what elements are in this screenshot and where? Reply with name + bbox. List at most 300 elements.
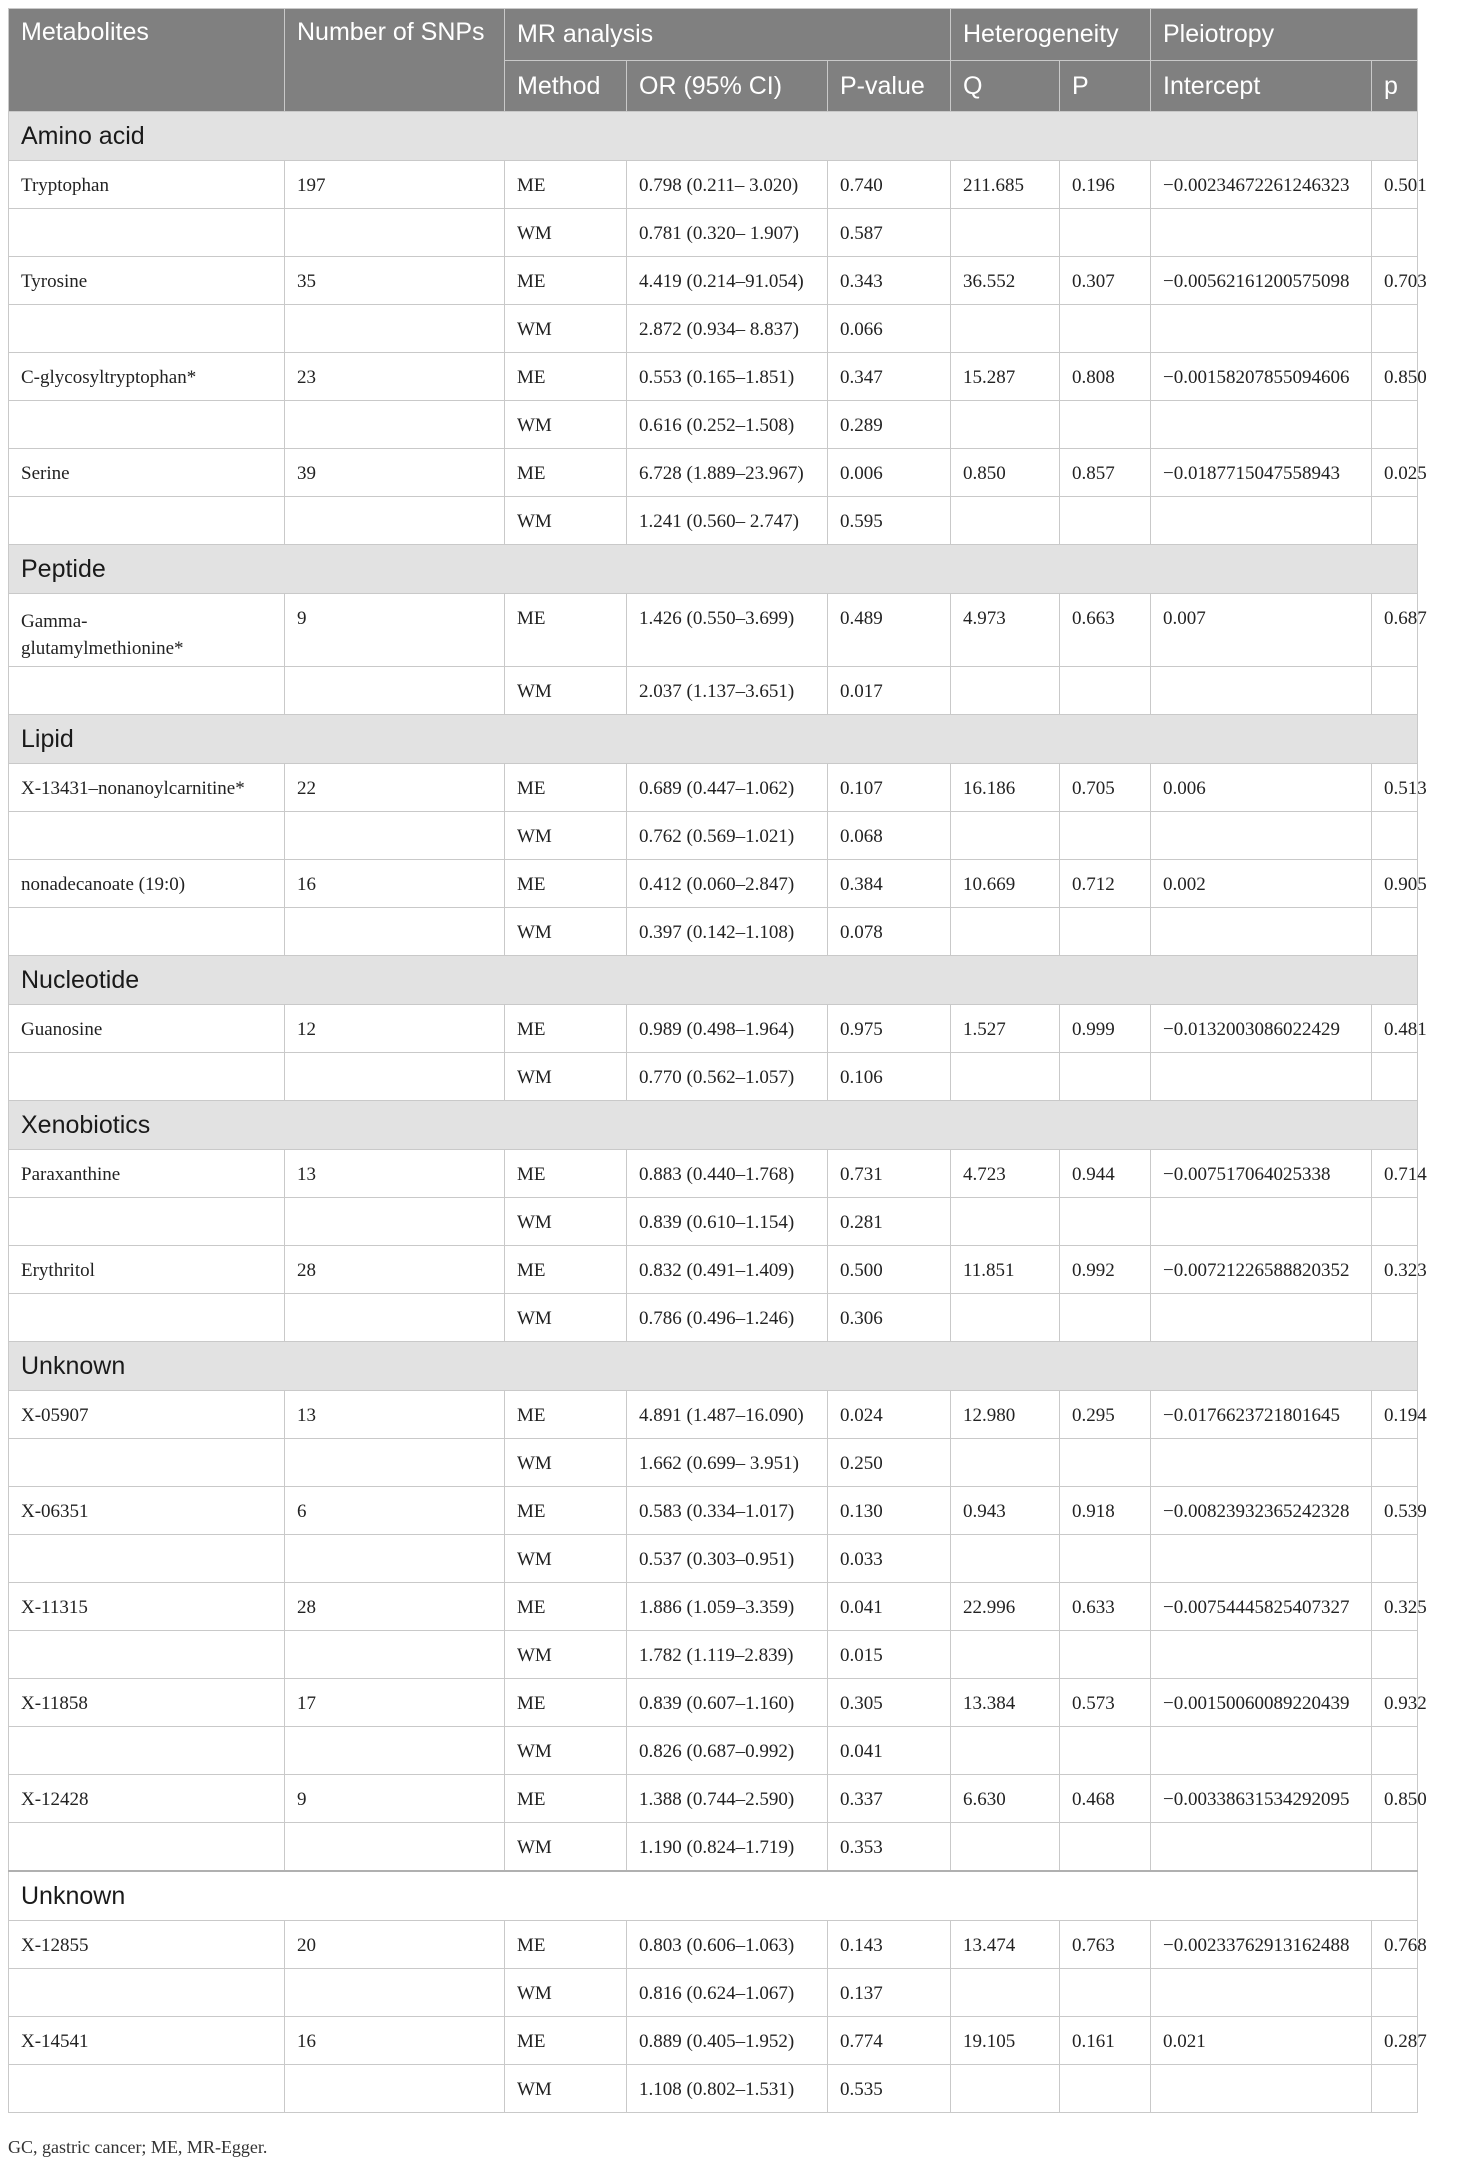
heterogeneity-q: 13.474: [951, 1921, 1060, 1969]
empty-cell: [951, 1053, 1060, 1101]
table-row: [9, 764, 1418, 812]
empty-cell: [1060, 305, 1151, 353]
method: ME: [505, 1775, 627, 1823]
method: WM: [505, 1535, 627, 1583]
heterogeneity-q: 16.186: [951, 764, 1060, 812]
empty-cell: [9, 1439, 285, 1487]
empty-cell: [1372, 1294, 1418, 1342]
method: WM: [505, 1969, 627, 2017]
snp-count: 13: [285, 1391, 505, 1439]
method: WM: [505, 1727, 627, 1775]
empty-cell: [951, 305, 1060, 353]
odds-ratio-ci: 0.798 (0.211– 3.020): [627, 161, 828, 209]
metabolite-name: X-11858: [9, 1679, 285, 1727]
empty-cell: [1060, 812, 1151, 860]
table-row: [9, 1631, 1418, 1679]
table-row: [9, 1391, 1418, 1439]
empty-cell: [285, 1727, 505, 1775]
empty-cell: [1060, 2065, 1151, 2113]
metabolite-name: X-12428: [9, 1775, 285, 1823]
heterogeneity-p: 0.161: [1060, 2017, 1151, 2065]
odds-ratio-ci: 1.241 (0.560– 2.747): [627, 497, 828, 545]
odds-ratio-ci: 0.889 (0.405–1.952): [627, 2017, 828, 2065]
p-value: 0.353: [828, 1823, 951, 1872]
table-row: [9, 1823, 1418, 1872]
heterogeneity-p: 0.705: [1060, 764, 1151, 812]
odds-ratio-ci: 0.781 (0.320– 1.907): [627, 209, 828, 257]
pleiotropy-p: 0.714: [1372, 1150, 1418, 1198]
pleiotropy-p: 0.850: [1372, 353, 1418, 401]
empty-cell: [9, 305, 285, 353]
odds-ratio-ci: 2.872 (0.934– 8.837): [627, 305, 828, 353]
p-value: 0.066: [828, 305, 951, 353]
category-row: [9, 956, 1418, 1005]
method: ME: [505, 1150, 627, 1198]
heterogeneity-p: 0.918: [1060, 1487, 1151, 1535]
p-value: 0.250: [828, 1439, 951, 1487]
p-value: 0.078: [828, 908, 951, 956]
snp-count: 35: [285, 257, 505, 305]
table-row: [9, 1294, 1418, 1342]
empty-cell: [1151, 1053, 1372, 1101]
empty-cell: [1151, 667, 1372, 715]
empty-cell: [1060, 401, 1151, 449]
p-value: 0.041: [828, 1727, 951, 1775]
heterogeneity-p: 0.663: [1060, 594, 1151, 667]
empty-cell: [1372, 305, 1418, 353]
method: ME: [505, 161, 627, 209]
p-value: 0.306: [828, 1294, 951, 1342]
col-header-num-snps: Number of SNPs: [285, 9, 505, 112]
odds-ratio-ci: 4.891 (1.487–16.090): [627, 1391, 828, 1439]
p-value: 0.305: [828, 1679, 951, 1727]
pleiotropy-intercept: −0.00823932365242328: [1151, 1487, 1372, 1535]
pleiotropy-p: 0.025: [1372, 449, 1418, 497]
empty-cell: [1151, 1439, 1372, 1487]
empty-cell: [1372, 1439, 1418, 1487]
pleiotropy-intercept: −0.00754445825407327: [1151, 1583, 1372, 1631]
empty-cell: [951, 1727, 1060, 1775]
empty-cell: [1372, 1198, 1418, 1246]
pleiotropy-intercept: −0.007517064025338: [1151, 1150, 1372, 1198]
empty-cell: [285, 1535, 505, 1583]
p-value: 0.130: [828, 1487, 951, 1535]
metabolite-name-line-1: Gamma-: [21, 611, 88, 632]
p-value: 0.587: [828, 209, 951, 257]
empty-cell: [1151, 1631, 1372, 1679]
pleiotropy-intercept: −0.00158207855094606: [1151, 353, 1372, 401]
heterogeneity-q: 0.850: [951, 449, 1060, 497]
empty-cell: [1151, 401, 1372, 449]
empty-cell: [1060, 1535, 1151, 1583]
p-value: 0.489: [828, 594, 951, 667]
empty-cell: [1151, 2065, 1372, 2113]
empty-cell: [951, 1969, 1060, 2017]
table-row: [9, 1198, 1418, 1246]
pleiotropy-intercept: 0.021: [1151, 2017, 1372, 2065]
heterogeneity-q: 4.973: [951, 594, 1060, 667]
snp-count: 28: [285, 1246, 505, 1294]
empty-cell: [951, 667, 1060, 715]
snp-count: 28: [285, 1583, 505, 1631]
odds-ratio-ci: 0.770 (0.562–1.057): [627, 1053, 828, 1101]
empty-cell: [9, 497, 285, 545]
empty-cell: [1372, 1823, 1418, 1872]
odds-ratio-ci: 0.816 (0.624–1.067): [627, 1969, 828, 2017]
empty-cell: [1372, 812, 1418, 860]
p-value: 0.106: [828, 1053, 951, 1101]
empty-cell: [285, 2065, 505, 2113]
metabolite-name: X-06351: [9, 1487, 285, 1535]
pleiotropy-intercept: −0.00562161200575098: [1151, 257, 1372, 305]
odds-ratio-ci: 2.037 (1.137–3.651): [627, 667, 828, 715]
empty-cell: [951, 401, 1060, 449]
metabolite-name: Erythritol: [9, 1246, 285, 1294]
table-row: [9, 305, 1418, 353]
snp-count: 12: [285, 1005, 505, 1053]
table-row: [9, 1150, 1418, 1198]
snp-count: 16: [285, 860, 505, 908]
p-value: 0.033: [828, 1535, 951, 1583]
method: WM: [505, 1053, 627, 1101]
method: WM: [505, 1631, 627, 1679]
table-row: [9, 1005, 1418, 1053]
method: WM: [505, 1198, 627, 1246]
pleiotropy-intercept: −0.00338631534292095: [1151, 1775, 1372, 1823]
empty-cell: [9, 209, 285, 257]
category-row: [9, 1871, 1418, 1921]
empty-cell: [9, 1294, 285, 1342]
p-value: 0.774: [828, 2017, 951, 2065]
pleiotropy-intercept: 0.007: [1151, 594, 1372, 667]
heterogeneity-p: 0.468: [1060, 1775, 1151, 1823]
odds-ratio-ci: 1.388 (0.744–2.590): [627, 1775, 828, 1823]
empty-cell: [1060, 667, 1151, 715]
table-row: [9, 2017, 1418, 2065]
metabolite-name: Tryptophan: [9, 161, 285, 209]
category-label: Nucleotide: [9, 956, 1418, 1005]
p-value: 0.006: [828, 449, 951, 497]
method: ME: [505, 1487, 627, 1535]
empty-cell: [1372, 908, 1418, 956]
method: ME: [505, 1921, 627, 1969]
pleiotropy-p: 0.768: [1372, 1921, 1418, 1969]
empty-cell: [285, 497, 505, 545]
empty-cell: [9, 1823, 285, 1872]
table-row: [9, 257, 1418, 305]
empty-cell: [1060, 1053, 1151, 1101]
heterogeneity-p: 0.944: [1060, 1150, 1151, 1198]
empty-cell: [285, 305, 505, 353]
pleiotropy-intercept: −0.00721226588820352: [1151, 1246, 1372, 1294]
empty-cell: [285, 908, 505, 956]
p-value: 0.015: [828, 1631, 951, 1679]
table-row: [9, 1535, 1418, 1583]
empty-cell: [285, 1294, 505, 1342]
pleiotropy-p: 0.513: [1372, 764, 1418, 812]
category-row: [9, 112, 1418, 161]
snp-count: 17: [285, 1679, 505, 1727]
method: WM: [505, 1823, 627, 1872]
method: ME: [505, 1005, 627, 1053]
table-row: [9, 209, 1418, 257]
odds-ratio-ci: 0.989 (0.498–1.964): [627, 1005, 828, 1053]
heterogeneity-p: 0.295: [1060, 1391, 1151, 1439]
heterogeneity-p: 0.857: [1060, 449, 1151, 497]
pleiotropy-p: 0.687: [1372, 594, 1418, 667]
empty-cell: [9, 667, 285, 715]
snp-count: 197: [285, 161, 505, 209]
empty-cell: [951, 1198, 1060, 1246]
pleiotropy-intercept: −0.0132003086022429: [1151, 1005, 1372, 1053]
col-header-metabolites: Metabolites: [9, 9, 285, 112]
category-row: [9, 545, 1418, 594]
table-row: [9, 1583, 1418, 1631]
empty-cell: [9, 1535, 285, 1583]
p-value: 0.017: [828, 667, 951, 715]
col-header-heterogeneity: Heterogeneity: [951, 9, 1151, 61]
heterogeneity-q: 10.669: [951, 860, 1060, 908]
table-footnote: GC, gastric cancer; ME, MR-Egger.: [8, 2137, 268, 2157]
method: WM: [505, 1439, 627, 1487]
p-value: 0.281: [828, 1198, 951, 1246]
pleiotropy-intercept: −0.0176623721801645: [1151, 1391, 1372, 1439]
snp-count: 23: [285, 353, 505, 401]
empty-cell: [9, 1198, 285, 1246]
odds-ratio-ci: 0.412 (0.060–2.847): [627, 860, 828, 908]
table-row: [9, 667, 1418, 715]
method: ME: [505, 1583, 627, 1631]
p-value: 0.384: [828, 860, 951, 908]
odds-ratio-ci: 0.803 (0.606–1.063): [627, 1921, 828, 1969]
table-row: [9, 1679, 1418, 1727]
col-header-pleiotropy: Pleiotropy: [1151, 9, 1418, 61]
p-value: 0.535: [828, 2065, 951, 2113]
method: WM: [505, 908, 627, 956]
table-row: [9, 1775, 1418, 1823]
empty-cell: [1372, 1631, 1418, 1679]
odds-ratio-ci: 4.419 (0.214–91.054): [627, 257, 828, 305]
table-row: [9, 497, 1418, 545]
empty-cell: [1060, 1727, 1151, 1775]
method: ME: [505, 1246, 627, 1294]
pleiotropy-p: 0.539: [1372, 1487, 1418, 1535]
empty-cell: [1372, 1727, 1418, 1775]
heterogeneity-q: 36.552: [951, 257, 1060, 305]
empty-cell: [1151, 1969, 1372, 2017]
metabolite-name: nonadecanoate (19:0): [9, 860, 285, 908]
pleiotropy-p: 0.501: [1372, 161, 1418, 209]
empty-cell: [951, 1439, 1060, 1487]
method: ME: [505, 2017, 627, 2065]
p-value: 0.500: [828, 1246, 951, 1294]
p-value: 0.975: [828, 1005, 951, 1053]
heterogeneity-p: 0.573: [1060, 1679, 1151, 1727]
metabolite-name: Serine: [9, 449, 285, 497]
empty-cell: [1151, 497, 1372, 545]
empty-cell: [285, 1198, 505, 1246]
empty-cell: [1060, 1198, 1151, 1246]
empty-cell: [1151, 1535, 1372, 1583]
p-value: 0.731: [828, 1150, 951, 1198]
table-row: [9, 860, 1418, 908]
heterogeneity-p: 0.999: [1060, 1005, 1151, 1053]
method: ME: [505, 1391, 627, 1439]
category-label: Xenobiotics: [9, 1101, 1418, 1150]
empty-cell: [951, 209, 1060, 257]
odds-ratio-ci: 0.883 (0.440–1.768): [627, 1150, 828, 1198]
empty-cell: [1060, 209, 1151, 257]
pleiotropy-p: 0.325: [1372, 1583, 1418, 1631]
empty-cell: [1060, 1631, 1151, 1679]
pleiotropy-p: 0.850: [1372, 1775, 1418, 1823]
method: ME: [505, 860, 627, 908]
method: WM: [505, 1294, 627, 1342]
metabolite-name: [9, 594, 285, 667]
empty-cell: [1372, 2065, 1418, 2113]
table-row: [9, 1727, 1418, 1775]
empty-cell: [1372, 1969, 1418, 2017]
snp-count: 9: [285, 1775, 505, 1823]
empty-cell: [951, 497, 1060, 545]
heterogeneity-q: 15.287: [951, 353, 1060, 401]
metabolite-name: C-glycosyltryptophan*: [9, 353, 285, 401]
table-row: [9, 1439, 1418, 1487]
odds-ratio-ci: 0.786 (0.496–1.246): [627, 1294, 828, 1342]
header-row-1: [9, 9, 1418, 61]
col-header-method: Method: [505, 61, 627, 112]
method: WM: [505, 667, 627, 715]
snp-count: 22: [285, 764, 505, 812]
empty-cell: [1372, 1053, 1418, 1101]
heterogeneity-q: 11.851: [951, 1246, 1060, 1294]
col-header-or-ci: OR (95% CI): [627, 61, 828, 112]
table-row: [9, 812, 1418, 860]
p-value: 0.740: [828, 161, 951, 209]
method: ME: [505, 764, 627, 812]
odds-ratio-ci: 0.553 (0.165–1.851): [627, 353, 828, 401]
odds-ratio-ci: 1.886 (1.059–3.359): [627, 1583, 828, 1631]
pleiotropy-intercept: 0.006: [1151, 764, 1372, 812]
empty-cell: [951, 1535, 1060, 1583]
heterogeneity-q: 13.384: [951, 1679, 1060, 1727]
empty-cell: [285, 1631, 505, 1679]
empty-cell: [951, 2065, 1060, 2113]
table-row: [9, 161, 1418, 209]
odds-ratio-ci: 1.426 (0.550–3.699): [627, 594, 828, 667]
table-row: [9, 1487, 1418, 1535]
empty-cell: [951, 1631, 1060, 1679]
metabolite-name: X-14541: [9, 2017, 285, 2065]
heterogeneity-p: 0.808: [1060, 353, 1151, 401]
heterogeneity-q: 6.630: [951, 1775, 1060, 1823]
p-value: 0.289: [828, 401, 951, 449]
odds-ratio-ci: 0.826 (0.687–0.992): [627, 1727, 828, 1775]
col-header-p-value: P-value: [828, 61, 951, 112]
empty-cell: [1372, 401, 1418, 449]
method: ME: [505, 353, 627, 401]
metabolite-name-line-2: glutamylmethionine*: [21, 638, 184, 659]
empty-cell: [1151, 908, 1372, 956]
empty-cell: [1060, 1969, 1151, 2017]
category-label: Amino acid: [9, 112, 1418, 161]
empty-cell: [285, 1969, 505, 2017]
empty-cell: [1151, 1727, 1372, 1775]
heterogeneity-p: 0.992: [1060, 1246, 1151, 1294]
empty-cell: [951, 908, 1060, 956]
p-value: 0.337: [828, 1775, 951, 1823]
empty-cell: [285, 1823, 505, 1872]
empty-cell: [1151, 1823, 1372, 1872]
snp-count: 13: [285, 1150, 505, 1198]
metabolite-name: X-13431–nonanoylcarnitine*: [9, 764, 285, 812]
metabolite-name: X-12855: [9, 1921, 285, 1969]
metabolite-name: X-11315: [9, 1583, 285, 1631]
method: WM: [505, 812, 627, 860]
snp-count: 16: [285, 2017, 505, 2065]
heterogeneity-q: 1.527: [951, 1005, 1060, 1053]
snp-count: 20: [285, 1921, 505, 1969]
col-header-p: P: [1060, 61, 1151, 112]
empty-cell: [9, 1969, 285, 2017]
heterogeneity-q: 19.105: [951, 2017, 1060, 2065]
empty-cell: [9, 1631, 285, 1679]
odds-ratio-ci: 0.762 (0.569–1.021): [627, 812, 828, 860]
pleiotropy-p: 0.323: [1372, 1246, 1418, 1294]
empty-cell: [951, 1294, 1060, 1342]
pleiotropy-intercept: −0.00234672261246323: [1151, 161, 1372, 209]
table-row: [9, 449, 1418, 497]
category-label: Unknown: [9, 1871, 1418, 1921]
empty-cell: [285, 1439, 505, 1487]
p-value: 0.041: [828, 1583, 951, 1631]
metabolite-name: X-05907: [9, 1391, 285, 1439]
snp-count: 39: [285, 449, 505, 497]
category-label: Unknown: [9, 1342, 1418, 1391]
method: WM: [505, 209, 627, 257]
odds-ratio-ci: 6.728 (1.889–23.967): [627, 449, 828, 497]
empty-cell: [1151, 812, 1372, 860]
table-row: [9, 353, 1418, 401]
empty-cell: [951, 1823, 1060, 1872]
method: WM: [505, 401, 627, 449]
heterogeneity-p: 0.196: [1060, 161, 1151, 209]
heterogeneity-q: 0.943: [951, 1487, 1060, 1535]
pleiotropy-p: 0.932: [1372, 1679, 1418, 1727]
empty-cell: [9, 1727, 285, 1775]
p-value: 0.595: [828, 497, 951, 545]
empty-cell: [1372, 1535, 1418, 1583]
empty-cell: [1060, 1294, 1151, 1342]
odds-ratio-ci: 0.839 (0.607–1.160): [627, 1679, 828, 1727]
category-row: [9, 1101, 1418, 1150]
empty-cell: [1060, 1823, 1151, 1872]
metabolite-name: Tyrosine: [9, 257, 285, 305]
p-value: 0.343: [828, 257, 951, 305]
metabolite-name: Guanosine: [9, 1005, 285, 1053]
heterogeneity-q: 211.685: [951, 161, 1060, 209]
pleiotropy-p: 0.905: [1372, 860, 1418, 908]
table-row: [9, 1246, 1418, 1294]
odds-ratio-ci: 0.616 (0.252–1.508): [627, 401, 828, 449]
pleiotropy-intercept: −0.00233762913162488: [1151, 1921, 1372, 1969]
p-value: 0.143: [828, 1921, 951, 1969]
empty-cell: [1372, 497, 1418, 545]
heterogeneity-p: 0.763: [1060, 1921, 1151, 1969]
empty-cell: [951, 812, 1060, 860]
empty-cell: [285, 1053, 505, 1101]
empty-cell: [1060, 497, 1151, 545]
